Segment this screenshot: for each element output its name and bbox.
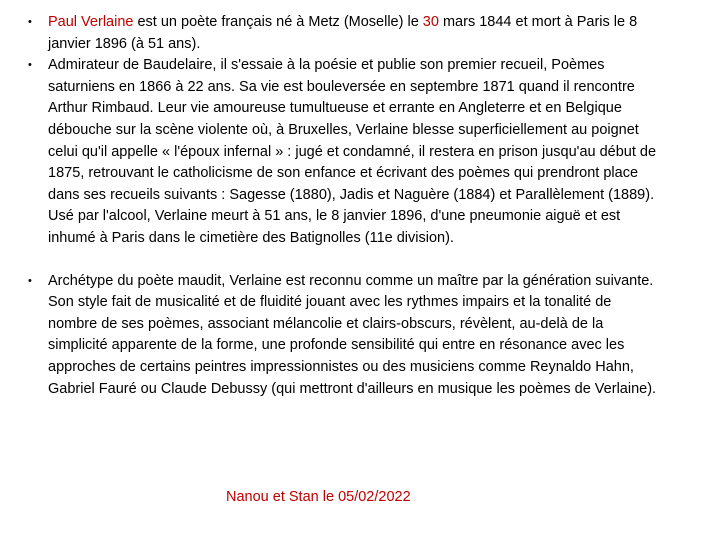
- signature-date: 05/02/2022: [338, 489, 411, 505]
- bullet-text: Admirateur de Baudelaire, il s'essaie à la poésie et publie son premier recueil, Poèmes saturniens en 1866 à 22 ans. Sa vie est bouleversée en septembre 1871 quand il rencontre Arthur Rimbaud. Leur vie amoureuse tumultueuse et errante en Angleterre et en Belgique débouche sur la scène violente où, à Bruxelles, Verlaine blesse superficiellement au poignet celui qu'il appelle « l'époux infernal » : jugé et condamné, il restera en prison jusqu'au début de 1875, retrouvant le catholicisme de son enfance et écrivant des poèmes qui prendront place dans ses recueils suivants : Sagesse (1880), Jadis et Naguère (1884) et Parallèlement (1889). Usé par l'alcool, Verlaine meurt à 51 ans, le 8 janvier 1896, d'une pneumonie aiguë et est inhumé à Paris dans le cimetière des Batignolles (11e division).: [48, 57, 657, 246]
- poet-name: Paul Verlaine: [48, 14, 134, 30]
- bullet-text: Archétype du poète maudit, Verlaine est reconnu comme un maître par la génération suivante. Son style fait de musicalité et de fluidité jouant avec les rythmes impairs et la tonalité de nombre de ses poèmes, associant mélancolie et clairs-obscurs, révèlent, au-delà de la simplicité apparente de la forme, une profonde sensibilité qui entre en résonance avec les approches de certains peintres impressionnistes ou des musiciens comme Reynaldo Hahn, Gabriel Fauré ou Claude Debussy (qui mettront d'ailleurs en musique les poèmes de Verlaine).: [48, 272, 657, 397]
- bullet-dot: •: [28, 59, 32, 72]
- highlight-number: 30: [422, 14, 439, 30]
- bullet-item-legacy: [22, 271, 662, 401]
- bullet-text: mars 1844 et mort à Paris le 8 janvier 1896 (à 51 ans).: [48, 14, 638, 52]
- bullet-dot: •: [28, 274, 32, 287]
- signature-names: Nanou et Stan le: [226, 489, 339, 505]
- bullet-item-biography: [22, 55, 662, 249]
- bullet-text: est un poète français né à Metz (Moselle) le: [133, 14, 423, 30]
- bullet-list: [22, 12, 662, 400]
- bullet-dot: •: [28, 16, 32, 28]
- signature: [226, 487, 411, 507]
- bullet-item-birth: [22, 12, 662, 55]
